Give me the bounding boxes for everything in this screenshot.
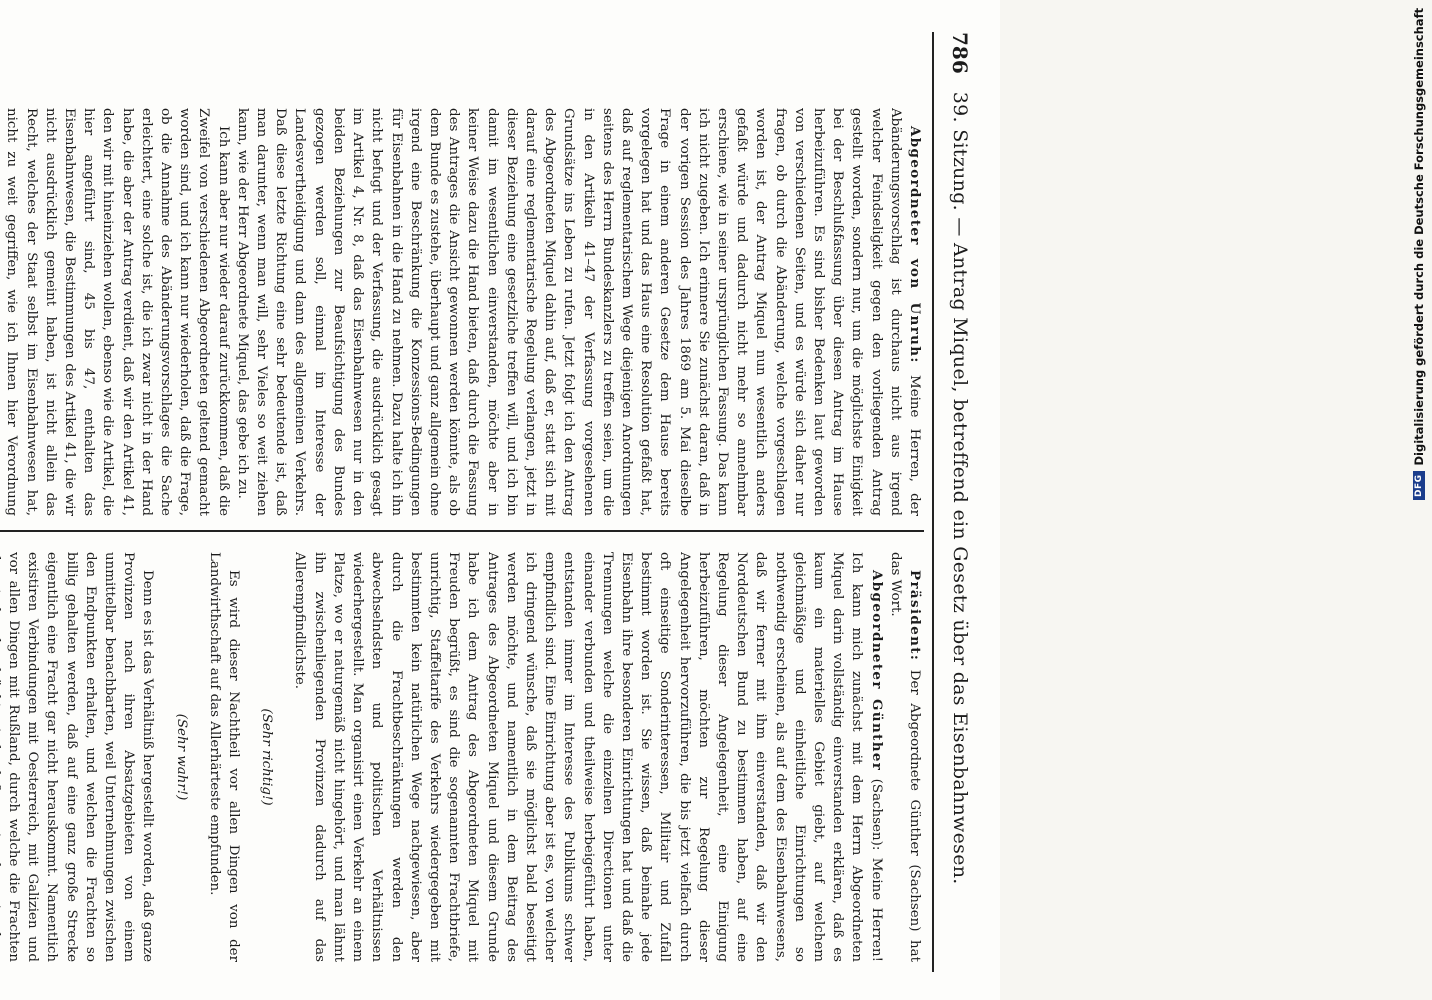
left-column [0,108,924,516]
paragraph [290,552,885,962]
column-divider [0,530,924,532]
paragraph [233,108,924,516]
dfg-logo: DFG [1413,471,1425,500]
paragraph-text: Der Abgeordnete Günther (Sachsen) hat das Wort. [887,552,922,962]
paragraph: Es wird dieser Nachtheil vor allen Dingen von der Landwirthschaft auf das Allerhärteste empfunden. [206,552,242,962]
header-rule [932,32,934,972]
speaker-name: Abgeordneter von Unruh: [907,126,923,364]
paragraph-text: (Sachsen): Meine Herren! Ich kann mich zunächst mit dem Herrn Abgeordneten Miquel darin vollständig einverstanden erklären, daß es kaum ein materielles Gebiet giebt, auf welchem gleichmäßige und einheitliche Einrichtungen so nothwendig erscheinen, als auf dem des Eisenbahnwesens, daß wir ferner mit ihm einverstanden, daß wir den Norddeutschen Bund zu bestimmen haben, auf eine Regelung dieser Angelegenheit, eine Einigung herbeizuführen, möchten zur Regelung dieser Angelegenheit hervorzuführen, die bis jetzt vielfach durch oft einseitige Sonderinteressen, Militair und Zufall bestimmt worden ist. Sie wissen, daß beinahe jede Eisenbahn ihre besonderen Einrichtungen hat und daß die Trennungen welche die einzelnen Directionen unter einander verbunden und theilweise herbeigeführt haben, entstanden immer im Interesse des Publikums schwer empfindlich sind. Eine Einrichtung aber ist es, von welcher ich dringend wünsche, daß sie möglichst bald beseitigt werden möchte, und namentlich in dem Beitrag des Antrages des Abgeordneten Miquel und diesem Grunde habe ich dem Antrag des Abgeordneten Miquel mit Freuden begrüßt, es sind die sogenannten Frachtbriefe, unrichtig, Staffeltarife des Verkehrs wiedergegeben mit bestimmten kein natürlichen Wege nachgewiesen, aber durch die Frachtbeschränkungen werden den abwechselndsten und politischen Verhältnissen wiederhergestellt. Man organisirt einen Verkehr an einem Platze, wo er naturgemäß nicht hingehört, und man lähmt ihn zwischenliegenden Provinzen dadurch auf das Allerempfindlichste. [292,552,884,962]
paragraph: Ich kann aber nur wieder darauf zurückkommen, daß die Zweifel von verschiedenen Abgeordneten geltend gemacht worden sind, und ich kann nur wiederholen, daß die Frage, ob die Annahme des Abänderungsvorschlages die Sache erleichtert, eine solche ist, die ich zwar nicht in der Hand habe, die aber der Antrag verdient, daß wir den Artikel 41, den wir mit hineinziehen wollen, ebenso wie die Artikel, die hier angeführt sind, 45 bis 47, enthalten das Eisenbahnwesen, die Bestimmungen des Artikel 41, die wir nicht ausdrücklich gemeint haben, ist nicht allein das Recht, welches der Staat selbst im Eisenbahnwesen hat, nicht zu weit gegriffen, wie ich Ihnen hier Verordnung [4,108,231,516]
paragraph [886,552,924,962]
credit-text: Digitalisierung gefördert durch die Deutsche Forschungsgemeinschaft [1412,7,1426,466]
paragraph: Denn es ist das Verhältniß hergestellt worden, daß ganze Provinzen nach ihren Absatzgebieten von einem unmittelbar benachbarten, weil Unternehmungen zwischen den Endpunkten erhalten, und welchen die Frachten so billig gehalten werden, daß auf eine ganz große Strecke eigentlich eine Fracht gar nicht herauskommt. Namentlich existiren Verbindungen mit Oesterreich, mit Galizien und vor allen Dingen mit Rußland, durch welche die Frachten [6,552,156,962]
running-title: 39. Sitzung. — Antrag Miquel, betreffend ein Gesetz über das Eisenbahnwesen. [949,91,971,885]
page-header [938,32,982,972]
interjection: (Sehr richtig!) [259,708,275,806]
right-column [0,552,924,962]
speaker-name: Abgeordneter Günther [868,570,885,772]
paragraph-text: Meine Herren, der Abänderungsvorschlag ist durchaus nicht aus irgend welcher Feindseligkeit gegen den vorliegenden Antrag gestellt worden, sondern nur, um die möglichste Einigkeit bei der Beschlußfassung über diesen Antrag im Hause herbeizuführen. Es sind bisher Bedenken laut geworden von verschiedenen Seiten, und es würde sich daher nur fragen, ob durch die Abänderung, welche vorgeschlagen worden ist, der Antrag Miquel nun wesentlich anders gefaßt würde und dadurch nicht mehr so annehmbar erschiene, wie in seiner ursprünglichen Fassung. Das kann ich nicht zugeben. Ich erinnere Sie zunächst daran, daß in der vorigen Session des Jahres 1869 am 5. Mai dieselbe Frage in einem anderen Gesetze dem Hause bereits vorgelegen hat und das Haus eine Resolution gefaßt hat, daß auf reglementarischem Wege diejenigen Anordnungen seitens des Herrn Bundeskanzlers zu treffen seien, um die in den Artikeln 41–47 der Verfassung vorgesehenen Grundsätze ins Leben zu rufen. Jetzt folgt ich den Antrag des Abgeordneten Miquel dahin auf, daß er, statt sich mit darauf eine reglementarische Regelung verlangen, jetzt in dieser Beziehung eine gesetzliche treffen will, und ich bin damit im wesentlichen einverstanden, möchte aber in keiner Weise dazu die Hand bieten, daß durch die Fassung des Antrages die Ansicht gewonnen werden könnte, als ob dem Bunde es zustehe, überhaupt und ganz allgemein ohne irgend eine Beschränkung die Konzessions-Bedingungen für Eisenbahnen in die Hand zu nehmen. Dazu halte ich ihn nicht befugt und der Verfassung, die ausdrücklich gesagt im Artikel 4, Nr. 8, daß das Eisenbahnwesen nur in den beiden Beziehungen zur Beaufsichtigung des Bundes gezogen werden soll, einmal im Interesse der Landesvertheidigung und dann des allgemeinen Verkehrs. Daß diese letzte Richtung eine sehr bedeutende ist, daß man darunter, wenn man will, sehr Vieles so weit ziehen kann, wie der Herr Abgeordnete Miquel, das gebe ich zu. [234,108,922,516]
digitization-credit [1412,8,1426,500]
speaker-name: Präsident: [907,570,923,662]
page-number: 786 [948,32,972,74]
interjection: (Sehr wahr!) [173,713,189,801]
